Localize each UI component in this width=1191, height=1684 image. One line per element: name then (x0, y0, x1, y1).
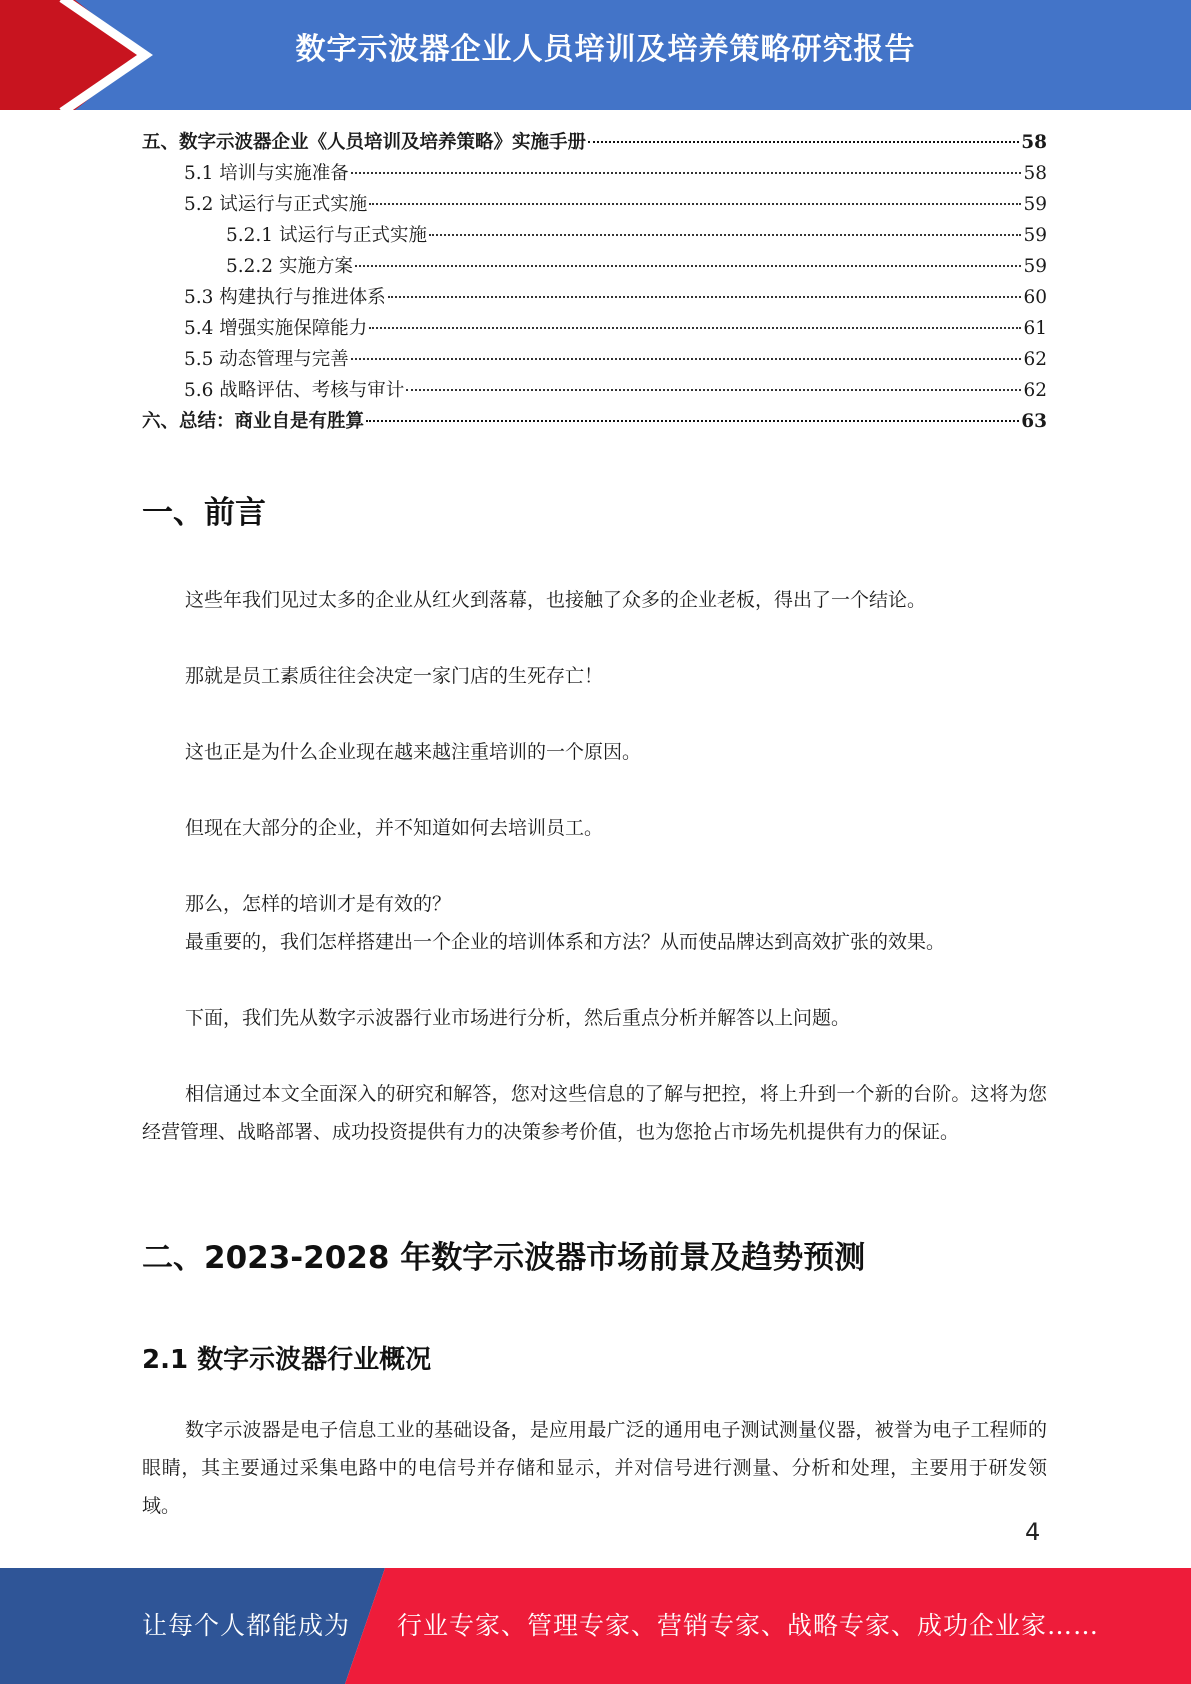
toc-page: 62 (1023, 380, 1047, 401)
toc-page: 61 (1023, 318, 1047, 339)
toc-entry[interactable] (142, 190, 1047, 221)
document-title: 数字示波器企业人员培训及培养策略研究报告 (295, 32, 916, 67)
toc-leader (351, 358, 1022, 360)
paragraph: 相信通过本文全面深入的研究和解答，您对这些信息的了解与把控，将上升到一个新的台阶。这将为您经营管理、战略部署、成功投资提供有力的决策参考价值，也为您抢占市场先机提供有力的保证。 (142, 1083, 1047, 1143)
toc-entry[interactable] (142, 407, 1047, 438)
toc-page: 63 (1021, 411, 1047, 432)
subsection-heading: 2.1 数字示波器行业概况 (142, 1345, 432, 1375)
page-number: 4 (1025, 1518, 1041, 1546)
paragraph: 下面，我们先从数字示波器行业市场进行分析，然后重点分析并解答以上问题。 (185, 1007, 851, 1029)
toc-label: 5.3 构建执行与推进体系 (184, 287, 386, 308)
header-banner (0, 0, 1191, 110)
toc-leader (355, 265, 1022, 267)
paragraph: 那就是员工素质往往会决定一家门店的生死存亡！ (185, 665, 604, 687)
paragraph: 这也正是为什么企业现在越来越注重培训的一个原因。 (185, 741, 642, 763)
toc-leader (406, 389, 1021, 391)
section-heading: 一、前言 (142, 495, 266, 531)
toc-leader (369, 327, 1021, 329)
toc-entry[interactable] (142, 376, 1047, 407)
toc-label: 六、总结：商业自是有胜算 (142, 411, 365, 432)
paragraph: 这些年我们见过太多的企业从红火到落幕，也接触了众多的企业老板，得出了一个结论。 (185, 589, 927, 611)
toc-page: 59 (1023, 256, 1047, 277)
toc-entry[interactable] (142, 345, 1047, 376)
toc-entry[interactable] (142, 221, 1047, 252)
toc-entry[interactable] (142, 128, 1047, 159)
toc-page: 62 (1023, 349, 1047, 370)
paragraph: 最重要的，我们怎样搭建出一个企业的培训体系和方法？从而使品牌达到高效扩张的效果。 (185, 931, 946, 953)
toc-leader (388, 296, 1022, 298)
toc-page: 58 (1021, 132, 1047, 153)
toc-leader (366, 420, 1019, 422)
toc-entry[interactable] (142, 314, 1047, 345)
toc-leader (588, 141, 1019, 143)
toc-label: 5.4 增强实施保障能力 (184, 318, 368, 339)
footer-banner (0, 1568, 1191, 1684)
table-of-contents (142, 128, 1047, 438)
toc-entry[interactable] (142, 159, 1047, 190)
toc-label: 5.2.2 实施方案 (226, 256, 353, 277)
toc-page: 58 (1023, 163, 1047, 184)
toc-label: 5.1 培训与实施准备 (184, 163, 349, 184)
paragraph: 数字示波器是电子信息工业的基础设备，是应用最广泛的通用电子测试测量仪器，被誉为电子工程师的眼睛，其主要通过采集电路中的电信号并存储和显示，并对信号进行测量、分析和处理，主要用于研发领域。 (142, 1419, 1047, 1517)
toc-label: 5.2 试运行与正式实施 (184, 194, 368, 215)
toc-leader (369, 203, 1021, 205)
paragraph: 那么，怎样的培训才是有效的？ (185, 893, 452, 915)
toc-leader (429, 234, 1021, 236)
toc-page: 59 (1023, 194, 1047, 215)
footer-slogan-left: 让每个人都能成为 (142, 1611, 351, 1640)
toc-label: 五、数字示波器企业《人员培训及培养策略》实施手册 (142, 132, 587, 153)
toc-leader (351, 172, 1022, 174)
footer-slogan-right: 行业专家、管理专家、营销专家、战略专家、成功企业家…… (397, 1611, 1100, 1640)
toc-entry[interactable] (142, 252, 1047, 283)
toc-label: 5.2.1 试运行与正式实施 (226, 225, 427, 246)
toc-label: 5.5 动态管理与完善 (184, 349, 349, 370)
toc-entry[interactable] (142, 283, 1047, 314)
section-heading: 二、2023-2028 年数字示波器市场前景及趋势预测 (142, 1240, 866, 1276)
toc-page: 60 (1023, 287, 1047, 308)
toc-page: 59 (1023, 225, 1047, 246)
toc-label: 5.6 战略评估、考核与审计 (184, 380, 405, 401)
paragraph: 但现在大部分的企业，并不知道如何去培训员工。 (185, 817, 604, 839)
